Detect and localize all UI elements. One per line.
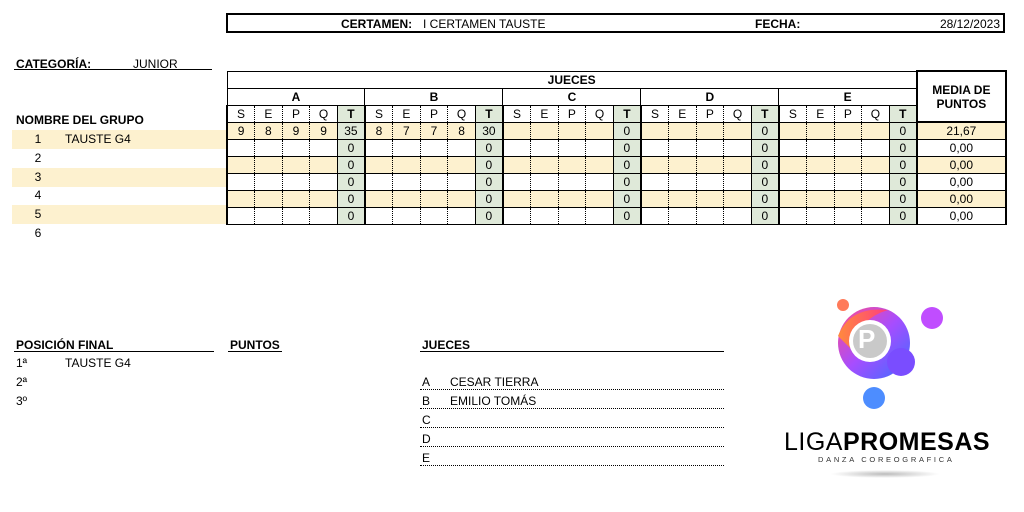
score-cell bbox=[365, 139, 393, 156]
score-cell bbox=[862, 139, 890, 156]
score-cell bbox=[862, 122, 890, 139]
row-number: 1 bbox=[34, 132, 42, 146]
score-col-header: E bbox=[531, 105, 559, 122]
score-cell bbox=[806, 156, 834, 173]
score-col-header: E bbox=[393, 105, 421, 122]
judge-column-c: C bbox=[503, 88, 641, 105]
score-cell bbox=[724, 190, 752, 207]
score-col-header: T bbox=[613, 105, 641, 122]
score-cell bbox=[806, 139, 834, 156]
score-cell bbox=[531, 207, 559, 224]
judge-letter: A bbox=[422, 375, 431, 389]
categoria-value: JUNIOR bbox=[133, 57, 178, 71]
certamen-label: CERTAMEN: bbox=[341, 17, 413, 31]
judge-column-b: B bbox=[365, 88, 503, 105]
score-cell bbox=[862, 173, 890, 190]
score-cell bbox=[448, 156, 476, 173]
score-cell bbox=[503, 207, 531, 224]
media-cell: 0,00 bbox=[917, 207, 1006, 224]
judges-list-underline bbox=[420, 351, 724, 352]
score-cell bbox=[586, 190, 614, 207]
media-cell: 0,00 bbox=[917, 190, 1006, 207]
score-cell bbox=[255, 190, 283, 207]
score-cell bbox=[558, 173, 586, 190]
table-row bbox=[227, 173, 1006, 190]
score-cell bbox=[834, 122, 862, 139]
score-col-header: Q bbox=[448, 105, 476, 122]
final-position-underline bbox=[14, 351, 214, 352]
score-col-header: E bbox=[806, 105, 834, 122]
score-cell bbox=[365, 156, 393, 173]
judge-letter: C bbox=[422, 413, 431, 427]
score-col-header: T bbox=[475, 105, 503, 122]
score-cell bbox=[503, 156, 531, 173]
total-cell: 0 bbox=[751, 207, 779, 224]
score-cell: 8 bbox=[255, 122, 283, 139]
score-cell bbox=[586, 122, 614, 139]
fecha-value: 28/12/2023 bbox=[939, 17, 1000, 31]
score-cell bbox=[669, 139, 697, 156]
judge-column-d: D bbox=[641, 88, 779, 105]
score-cell bbox=[834, 173, 862, 190]
score-cell bbox=[393, 139, 421, 156]
score-cell bbox=[531, 173, 559, 190]
liga-promesas-logo bbox=[810, 296, 950, 416]
score-cell bbox=[255, 139, 283, 156]
score-cell bbox=[779, 173, 807, 190]
score-cell bbox=[420, 139, 448, 156]
score-cell bbox=[779, 139, 807, 156]
judge-column-e: E bbox=[779, 88, 917, 105]
score-col-header: T bbox=[337, 105, 365, 122]
score-cell bbox=[724, 156, 752, 173]
score-cell bbox=[365, 190, 393, 207]
total-cell: 0 bbox=[475, 156, 503, 173]
score-cell bbox=[393, 173, 421, 190]
score-cell bbox=[586, 173, 614, 190]
final-position-title: POSICIÓN FINAL bbox=[16, 338, 114, 352]
score-cell bbox=[393, 156, 421, 173]
logo-letter: P bbox=[858, 324, 876, 354]
score-table bbox=[226, 70, 1007, 225]
total-cell: 0 bbox=[613, 156, 641, 173]
score-cell bbox=[862, 207, 890, 224]
score-cell bbox=[365, 207, 393, 224]
categoria-label: CATEGORÍA: bbox=[16, 57, 92, 71]
media-header: MEDIA DE PUNTOS bbox=[917, 71, 1006, 122]
total-cell: 0 bbox=[613, 190, 641, 207]
score-cell bbox=[558, 207, 586, 224]
score-col-header: P bbox=[696, 105, 724, 122]
total-cell: 0 bbox=[751, 122, 779, 139]
score-cell bbox=[448, 139, 476, 156]
score-cell bbox=[586, 207, 614, 224]
event-header bbox=[226, 13, 1005, 33]
score-col-header: P bbox=[834, 105, 862, 122]
score-cell bbox=[641, 156, 669, 173]
score-cell bbox=[586, 156, 614, 173]
table-row bbox=[227, 122, 1006, 139]
score-col-header: Q bbox=[310, 105, 338, 122]
media-cell: 0,00 bbox=[917, 156, 1006, 173]
total-cell: 0 bbox=[889, 156, 917, 173]
row-number: 2 bbox=[34, 150, 42, 165]
score-cell bbox=[282, 139, 310, 156]
score-cell bbox=[641, 173, 669, 190]
judge-column-a: A bbox=[227, 88, 365, 105]
score-cell bbox=[255, 156, 283, 173]
score-col-header: S bbox=[227, 105, 255, 122]
media-cell: 0,00 bbox=[917, 139, 1006, 156]
score-cell bbox=[282, 173, 310, 190]
total-cell: 0 bbox=[751, 190, 779, 207]
score-cell bbox=[834, 190, 862, 207]
score-cell bbox=[696, 122, 724, 139]
score-cell: 9 bbox=[282, 122, 310, 139]
score-cell bbox=[503, 173, 531, 190]
score-cell bbox=[669, 173, 697, 190]
judge-name: CESAR TIERRA bbox=[450, 375, 539, 389]
row-number: 3 bbox=[34, 169, 42, 184]
final-place: 1ª bbox=[16, 356, 28, 370]
total-cell: 0 bbox=[613, 173, 641, 190]
score-cell bbox=[282, 207, 310, 224]
total-cell: 0 bbox=[475, 173, 503, 190]
score-col-header: Q bbox=[586, 105, 614, 122]
score-cell bbox=[310, 190, 338, 207]
score-cell bbox=[724, 122, 752, 139]
score-cell bbox=[696, 156, 724, 173]
score-cell bbox=[586, 139, 614, 156]
score-cell bbox=[696, 207, 724, 224]
score-cell bbox=[724, 207, 752, 224]
score-cell bbox=[834, 139, 862, 156]
final-group-name: TAUSTE G4 bbox=[65, 356, 131, 370]
logo-shadow bbox=[830, 470, 940, 478]
score-cell bbox=[806, 173, 834, 190]
score-cell bbox=[448, 173, 476, 190]
points-title: PUNTOS bbox=[230, 338, 280, 352]
score-cell bbox=[503, 190, 531, 207]
score-cell bbox=[724, 173, 752, 190]
score-cell bbox=[696, 173, 724, 190]
score-cell bbox=[641, 190, 669, 207]
total-cell: 0 bbox=[889, 173, 917, 190]
score-cell bbox=[862, 190, 890, 207]
score-cell bbox=[503, 122, 531, 139]
logo-wordmark bbox=[784, 428, 990, 457]
score-cell bbox=[255, 173, 283, 190]
score-cell bbox=[806, 207, 834, 224]
score-col-header: Q bbox=[724, 105, 752, 122]
score-cell bbox=[558, 139, 586, 156]
score-cell bbox=[531, 156, 559, 173]
judge-line bbox=[420, 446, 724, 447]
total-cell: 0 bbox=[337, 139, 365, 156]
total-cell: 0 bbox=[337, 156, 365, 173]
score-cell bbox=[503, 139, 531, 156]
score-col-header: T bbox=[751, 105, 779, 122]
score-cell bbox=[834, 156, 862, 173]
table-row bbox=[227, 207, 1006, 224]
score-cell: 9 bbox=[310, 122, 338, 139]
table-row bbox=[227, 156, 1006, 173]
total-cell: 0 bbox=[889, 190, 917, 207]
score-cell bbox=[310, 207, 338, 224]
total-cell: 0 bbox=[475, 207, 503, 224]
score-cell bbox=[531, 122, 559, 139]
total-cell: 0 bbox=[751, 156, 779, 173]
score-cell bbox=[834, 207, 862, 224]
group-name-header: NOMBRE DEL GRUPO bbox=[16, 113, 144, 127]
judge-letter: E bbox=[422, 451, 431, 465]
total-cell: 0 bbox=[889, 139, 917, 156]
score-cell: 9 bbox=[227, 122, 255, 139]
score-col-header: E bbox=[255, 105, 283, 122]
score-cell bbox=[558, 190, 586, 207]
score-cell bbox=[310, 156, 338, 173]
total-cell: 30 bbox=[475, 122, 503, 139]
score-cell bbox=[779, 122, 807, 139]
judges-list-title: JUECES bbox=[422, 338, 471, 352]
score-cell bbox=[806, 122, 834, 139]
score-col-header: Q bbox=[862, 105, 890, 122]
row-number: 5 bbox=[34, 207, 42, 222]
media-cell: 0,00 bbox=[917, 173, 1006, 190]
score-cell bbox=[448, 190, 476, 207]
logo-subtitle: DANZA COREOGRAFICA bbox=[818, 455, 955, 464]
judge-line bbox=[420, 465, 724, 466]
score-cell bbox=[669, 207, 697, 224]
score-cell bbox=[227, 173, 255, 190]
total-cell: 0 bbox=[751, 173, 779, 190]
total-cell: 0 bbox=[337, 207, 365, 224]
logo-mark-icon bbox=[810, 296, 950, 416]
score-cell bbox=[365, 173, 393, 190]
judge-line bbox=[420, 389, 724, 390]
group-name: TAUSTE G4 bbox=[65, 132, 131, 146]
score-cell: 8 bbox=[365, 122, 393, 139]
score-cell bbox=[393, 207, 421, 224]
table-row bbox=[227, 190, 1006, 207]
score-cell bbox=[227, 139, 255, 156]
media-cell: 21,67 bbox=[917, 122, 1006, 139]
logo-text-light: LIGA bbox=[784, 428, 843, 456]
table-row bbox=[227, 139, 1006, 156]
score-col-header: S bbox=[779, 105, 807, 122]
score-cell bbox=[420, 173, 448, 190]
score-cell bbox=[448, 207, 476, 224]
judge-letter: B bbox=[422, 394, 431, 408]
score-cell bbox=[310, 173, 338, 190]
score-cell bbox=[696, 190, 724, 207]
score-col-header: S bbox=[503, 105, 531, 122]
points-underline bbox=[228, 351, 282, 352]
score-cell bbox=[669, 122, 697, 139]
score-cell bbox=[255, 207, 283, 224]
total-cell: 0 bbox=[613, 139, 641, 156]
fecha-label: FECHA: bbox=[755, 17, 801, 31]
score-cell bbox=[669, 156, 697, 173]
score-col-header: S bbox=[365, 105, 393, 122]
score-col-header: S bbox=[641, 105, 669, 122]
final-place: 3º bbox=[16, 394, 28, 408]
score-cell bbox=[420, 190, 448, 207]
total-cell: 0 bbox=[475, 190, 503, 207]
total-cell: 0 bbox=[889, 207, 917, 224]
judge-letter: D bbox=[422, 432, 431, 446]
total-cell: 0 bbox=[337, 190, 365, 207]
judge-line bbox=[420, 427, 724, 428]
score-col-header: E bbox=[669, 105, 697, 122]
score-cell: 7 bbox=[393, 122, 421, 139]
score-cell bbox=[724, 139, 752, 156]
total-cell: 35 bbox=[337, 122, 365, 139]
score-cell bbox=[393, 190, 421, 207]
score-cell bbox=[420, 207, 448, 224]
score-cell bbox=[696, 139, 724, 156]
score-cell bbox=[669, 190, 697, 207]
row-number: 6 bbox=[34, 226, 42, 240]
logo-text-bold: PROMESAS bbox=[842, 428, 991, 456]
score-col-header: T bbox=[889, 105, 917, 122]
certamen-value: I CERTAMEN TAUSTE bbox=[423, 17, 546, 31]
score-col-header: P bbox=[420, 105, 448, 122]
judge-line bbox=[420, 408, 724, 409]
score-cell bbox=[641, 207, 669, 224]
score-cell: 8 bbox=[448, 122, 476, 139]
score-cell bbox=[641, 122, 669, 139]
score-cell bbox=[310, 139, 338, 156]
score-cell bbox=[531, 139, 559, 156]
total-cell: 0 bbox=[889, 122, 917, 139]
score-cell bbox=[641, 139, 669, 156]
judges-header: JUECES bbox=[227, 71, 917, 88]
score-cell bbox=[779, 207, 807, 224]
final-place: 2ª bbox=[16, 375, 28, 389]
score-cell bbox=[862, 156, 890, 173]
total-cell: 0 bbox=[613, 122, 641, 139]
score-cell: 7 bbox=[420, 122, 448, 139]
score-cell bbox=[282, 156, 310, 173]
row-number: 4 bbox=[34, 188, 42, 203]
score-cell bbox=[420, 156, 448, 173]
score-cell bbox=[227, 190, 255, 207]
score-cell bbox=[558, 122, 586, 139]
score-cell bbox=[531, 190, 559, 207]
score-cell bbox=[282, 190, 310, 207]
total-cell: 0 bbox=[613, 207, 641, 224]
total-cell: 0 bbox=[751, 139, 779, 156]
score-cell bbox=[558, 156, 586, 173]
score-cell bbox=[779, 156, 807, 173]
score-col-header: P bbox=[282, 105, 310, 122]
total-cell: 0 bbox=[337, 173, 365, 190]
total-cell: 0 bbox=[475, 139, 503, 156]
score-cell bbox=[779, 190, 807, 207]
judge-name: EMILIO TOMÁS bbox=[450, 394, 537, 408]
score-cell bbox=[227, 207, 255, 224]
score-col-header: P bbox=[558, 105, 586, 122]
categoria-underline bbox=[14, 69, 212, 70]
score-cell bbox=[227, 156, 255, 173]
score-cell bbox=[806, 190, 834, 207]
